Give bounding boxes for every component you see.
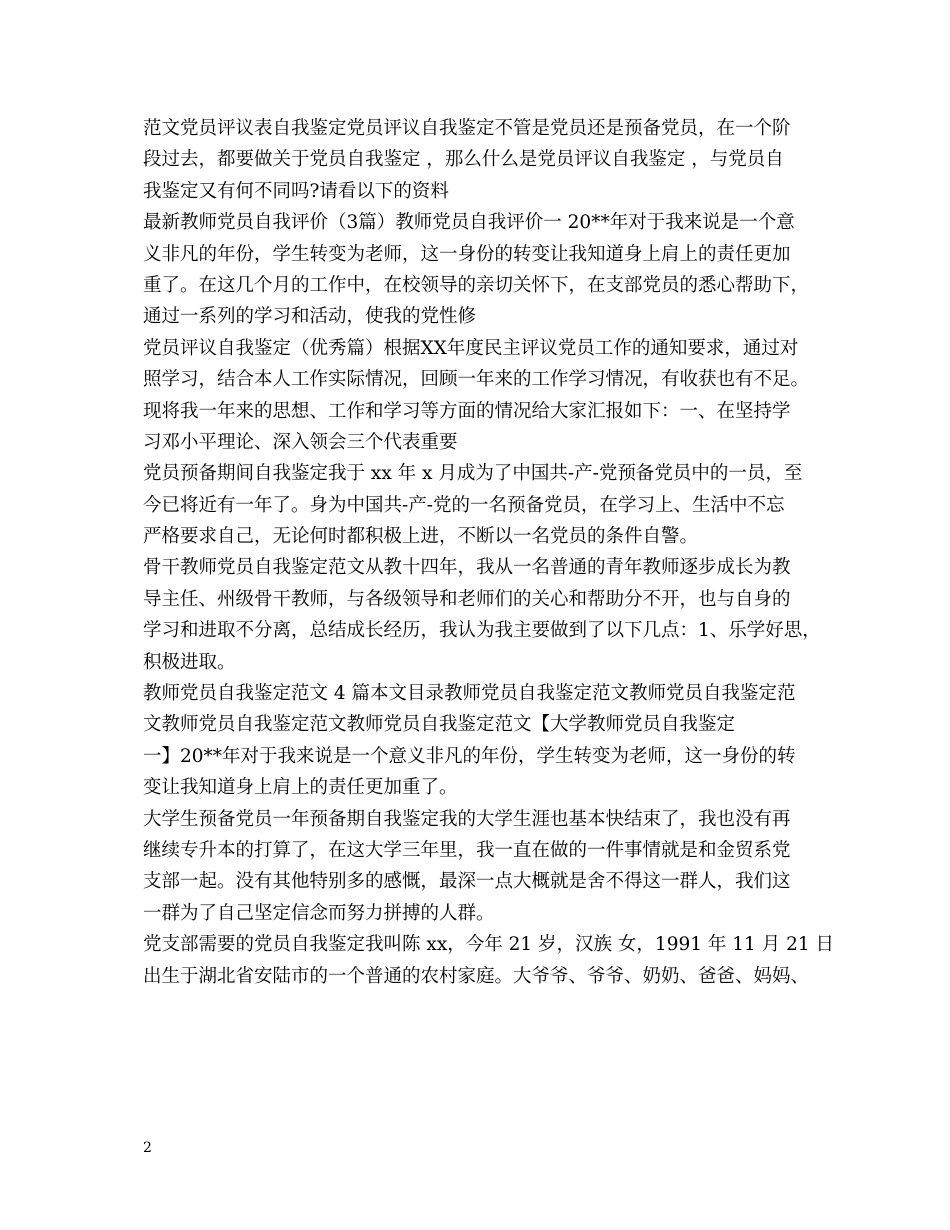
text-line: 一群为了自己坚定信念而努力拼搏的人群。 [143,902,495,924]
text-line: 党员预备期间自我鉴定我于 xx 年 x 月成为了中国共-产-党预备党员中的一员，至 [143,463,803,485]
text-line: 大学生预备党员一年预备期自我鉴定我的大学生涯也基本快结束了，我也没有再 [143,808,791,830]
text-line: 现将我一年来的思想、工作和学习等方面的情况给大家汇报如下：一、在坚持学 [143,400,791,422]
text-line: 最新教师党员自我评价（3篇）教师党员自我评价一 20**年对于我来说是一个意 [143,212,795,234]
text-line: 严格要求自己，无论何时都积极上进，不断以一名党员的条件自警。 [143,526,699,548]
text-line: 变让我知道身上肩上的责任更加重了。 [143,777,458,799]
text-line: 学习和进取不分离，总结成长经历，我认为我主要做到了以下几点：1、乐学好思， [143,620,821,642]
text-line: 段过去，都要做关于党员自我鉴定 ，那么什么是党员评议自我鉴定 ，与党员自 [143,149,784,171]
text-line: 积极进取。 [143,651,236,673]
text-line: 教师党员自我鉴定范文 4 篇本文目录教师党员自我鉴定范文教师党员自我鉴定范 [143,683,796,705]
text-line: 一】20**年对于我来说是一个意义非凡的年份，学生转变为老师，这一身份的转 [143,745,796,767]
text-line: 继续专升本的打算了，在这大学三年里，我一直在做的一件事情就是和金贸系党 [143,839,791,861]
text-line: 党支部需要的党员自我鉴定我叫陈 xx，今年 21 岁，汉族 女，1991 年 11 月 21 日 [143,934,834,956]
text-line: 导主任、州级骨干教师，与各级领导和老师们的关心和帮助分不开，也与自身的 [143,588,791,610]
text-line: 通过一系列的学习和活动，使我的党性修 [143,306,477,328]
page-number: 2 [143,1140,152,1156]
text-line: 我鉴定又有何不同吗?请看以下的资料 [143,180,449,202]
text-line: 习邓小平理论、深入领会三个代表重要 [143,431,458,453]
text-line: 出生于湖北省安陆市的一个普通的农村家庭。大爷爷、爷爷、奶奶、爸爸、妈妈、 [143,965,810,987]
text-line: 骨干教师党员自我鉴定范文从教十四年，我从一名普通的青年教师逐步成长为教 [143,557,791,579]
text-line: 照学习，结合本人工作实际情况，回顾一年来的工作学习情况，有收获也有不足。 [143,369,810,391]
text-line: 今已将近有一年了。身为中国共-产-党的一名预备党员，在学习上、生活中不忘 [143,494,785,516]
body-text [143,113,834,992]
text-line: 范文党员评议表自我鉴定党员评议自我鉴定不管是党员还是预备党员，在一个阶 [143,118,791,139]
text-line: 义非凡的年份，学生转变为老师，这一身份的转变让我知道身上肩上的责任更加 [143,243,791,265]
text-line: 重了。在这几个月的工作中，在校领导的亲切关怀下，在支部党员的悉心帮助下， [143,274,810,296]
text-line: 文教师党员自我鉴定范文教师党员自我鉴定范文【大学教师党员自我鉴定 [143,714,736,736]
text-line: 支部一起。没有其他特别多的感慨，最深一点大概就是舍不得这一群人，我们这 [143,871,791,893]
text-line: 党员评议自我鉴定（优秀篇）根据XX年度民主评议党员工作的通知要求，通过对 [143,337,799,359]
